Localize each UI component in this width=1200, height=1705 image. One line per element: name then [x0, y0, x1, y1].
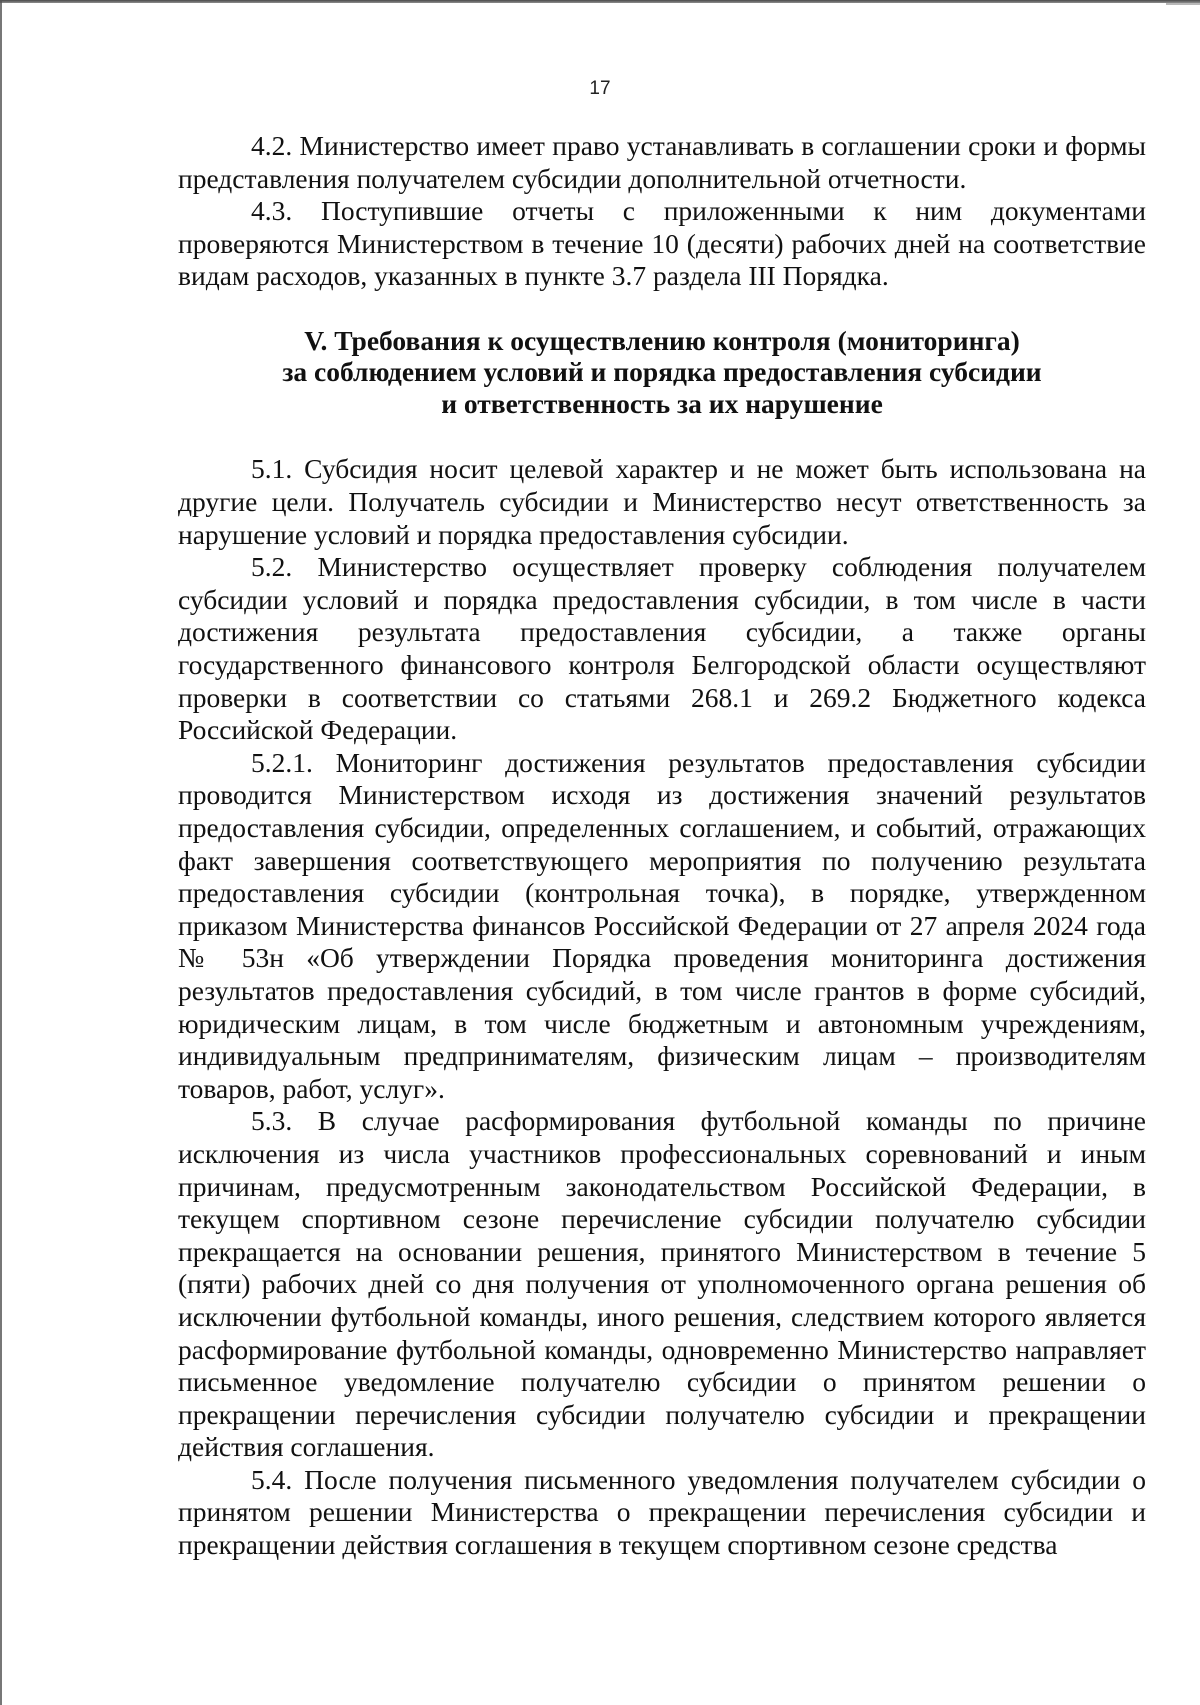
paragraph-4-2: 4.2. Министерство имеет право устанавливать в соглашении сроки и формы представления получателем субсидии дополнительной отчетности. [178, 130, 1146, 194]
paragraph-5-2-1: 5.2.1. Мониторинг достижения результатов предоставления субсидии проводится Министерством исходя из достижения значений результатов предоставления субсидии, определенных соглашением, и событий, отражающих факт завершения соответствующего мероприятия по получению результата предоставления субсидии (контрольная точка), в порядке, утвержденном приказом Министерства финансов Российской Федерации от 27 апреля 2024 года № 53н «Об утверждении Порядка проведения мониторинга достижения результатов предоставления субсидий, в том числе грантов в форме субсидий, юридическим лицам, в том числе бюджетным и автономным учреждениям, индивидуальным предпринимателям, физическим лицам – производителям товаров, работ, услуг». [178, 746, 1146, 1104]
page-number: 17 [589, 78, 611, 99]
scan-top-edge [0, 0, 1200, 3]
section-heading-line-1: V. Требования к осуществлению контроля (мониторинга) [304, 324, 1020, 356]
scan-left-edge [0, 0, 2, 1705]
paragraph-5-4: 5.4. После получения письменного уведомления получателем субсидии о принятом решении Министерства о прекращении перечисления субсидии и прекращении действия соглашения в текущем спортивном сезоне средства [178, 1463, 1146, 1561]
paragraph-5-3: 5.3. В случае расформирования футбольной команды по причине исключения из числа участников профессиональных соревнований и иным причинам, предусмотренным законодательством Российской Федерации, в текущем спортивном сезоне перечисление субсидии получателю субсидии прекращается на основании решения, принятого Министерством в течение 5 (пяти) рабочих дней со дня получения от уполномоченного органа решения об исключении футбольной команды, иного решения, следствием которого является расформирование футбольной команды, одновременно Министерство направляет письменное уведомление получателю субсидии о принятом решении о прекращении перечисления субсидии получателю субсидии и прекращении действия соглашения. [178, 1105, 1146, 1463]
section-heading [178, 325, 1146, 420]
scan-corner-mark [1166, 3, 1200, 11]
paragraph-5-1: 5.1. Субсидия носит целевой характер и не может быть использована на другие цели. Получатель субсидии и Министерство несут ответственность за нарушение условий и порядка предоставления субсидии. [178, 453, 1146, 550]
document-body [178, 130, 1146, 1562]
paragraph-4-3: 4.3. Поступившие отчеты с приложенными к ним документами проверяются Министерством в течение 10 (десяти) рабочих дней на соответствие видам расходов, указанных в пункте 3.7 раздела III Порядка. [178, 195, 1146, 292]
section-heading-line-3: и ответственность за их нарушение [441, 387, 883, 419]
section-heading-line-2: за соблюдением условий и порядка предоставления субсидии [282, 356, 1042, 388]
paragraph-5-2: 5.2. Министерство осуществляет проверку соблюдения получателем субсидии условий и порядка предоставления субсидии, в том числе в части достижения результата предоставления субсидии, а также органы государственного финансового контроля Белгородской области осуществляют проверки в соответствии со статьями 268.1 и 269.2 Бюджетного кодекса Российской Федерации. [178, 551, 1146, 746]
